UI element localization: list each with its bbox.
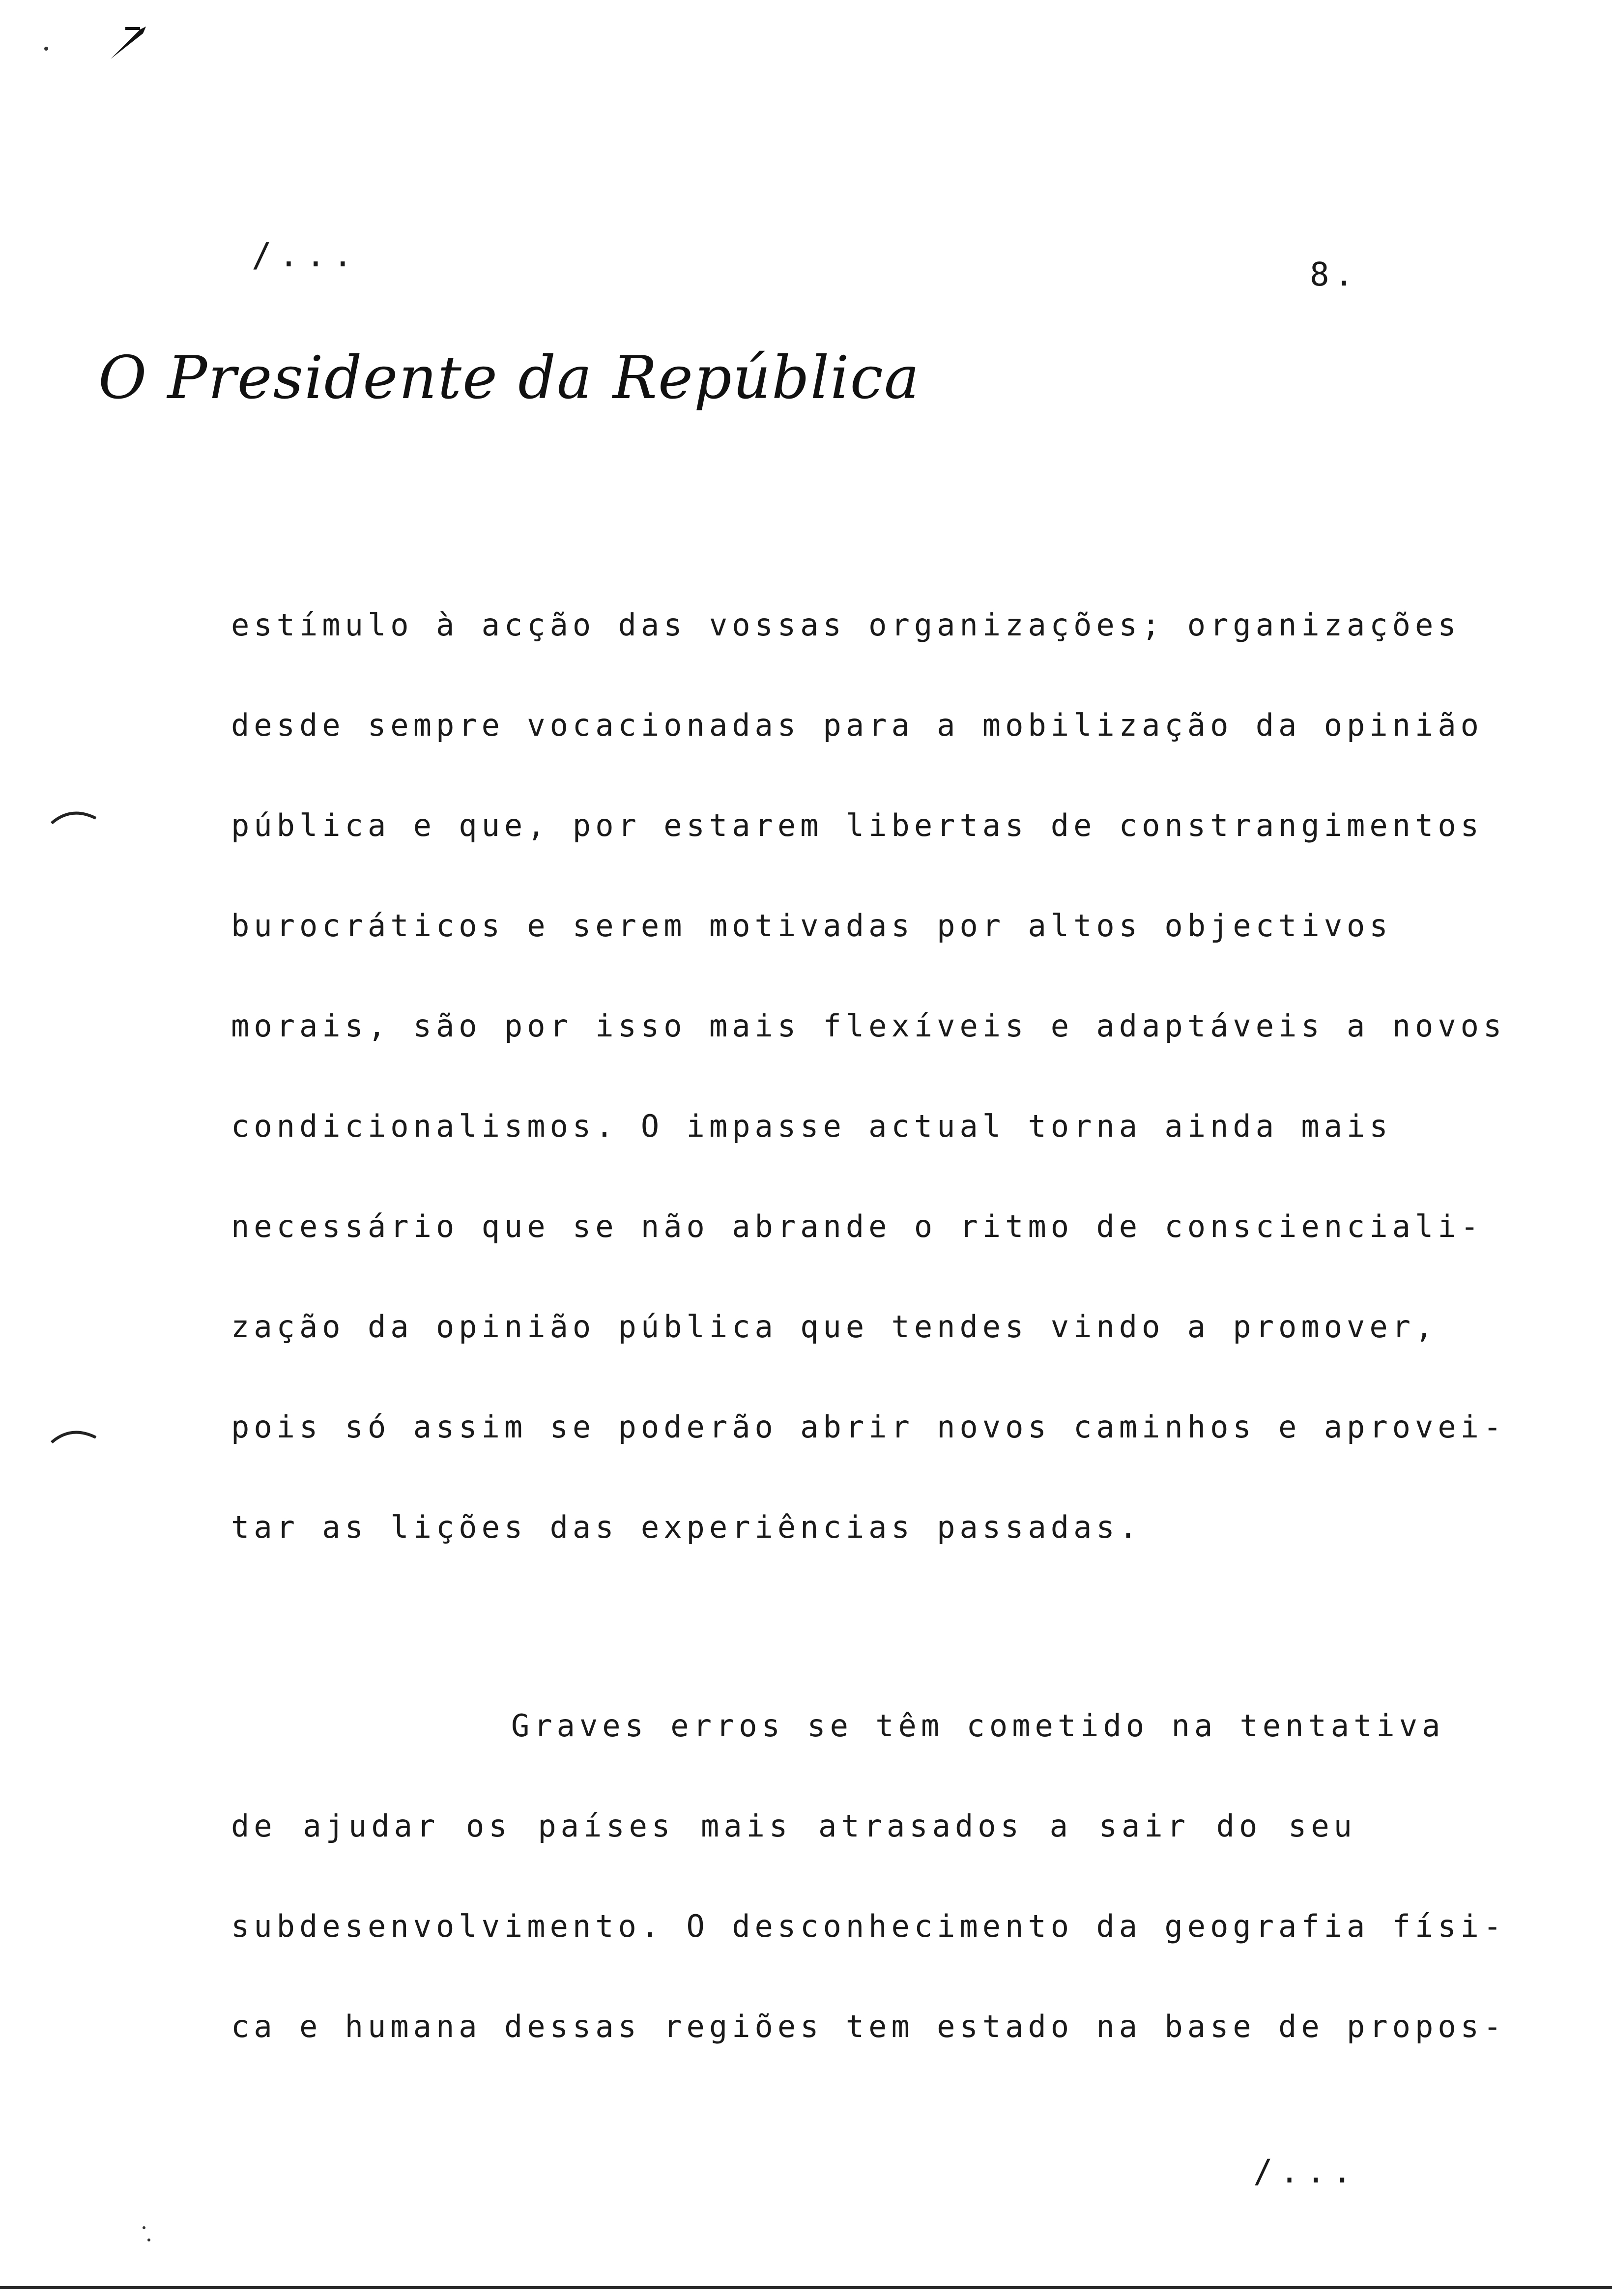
text-line: burocráticos e serem motivadas por altos objectivos (231, 908, 1392, 944)
text-line: tar as lições das experiências passadas. (231, 1509, 1142, 1545)
punch-hole-mark-lower (49, 1425, 98, 1445)
paragraph-1 (231, 575, 1506, 1578)
text-line: pois só assim se poderão abrir novos caminhos e aprovei- (231, 1409, 1506, 1445)
pen-mark (106, 20, 150, 64)
text-line: Graves erros se têm cometido na tentativa (511, 1708, 1445, 1744)
punch-hole-mark-upper (49, 806, 98, 826)
scan-edge-line (0, 2286, 1612, 2289)
scan-speck (147, 2239, 150, 2241)
text-line: pública e que, por estarem libertas de constrangimentos (231, 807, 1483, 843)
text-line: estímulo à acção das vossas organizações; organizações (231, 607, 1461, 643)
scan-speck (143, 2226, 145, 2229)
text-line: zação da opinião pública que tendes vindo a promover, (231, 1309, 1438, 1345)
text-line: desde sempre vocacionadas para a mobilização da opinião (231, 707, 1483, 743)
scan-speck (44, 47, 48, 51)
text-line: condicionalismos. O impasse actual torna ainda mais (231, 1108, 1392, 1144)
text-line: ca e humana dessas regiões tem estado na base de propos- (231, 2009, 1506, 2044)
continued-marker-top: /... (252, 236, 360, 275)
continued-marker-bottom: /... (1253, 2152, 1359, 2190)
page-number: 8. (1310, 256, 1359, 293)
text-line: de ajudar os países mais atrasados a sair do seu (231, 1808, 1356, 1844)
text-line: subdesenvolvimento. O desconhecimento da geografia físi- (231, 1908, 1506, 1944)
text-line: morais, são por isso mais flexíveis e adaptáveis a novos (231, 1008, 1506, 1044)
letterhead-title: O Presidente da República (98, 344, 921, 412)
paragraph-2 (231, 1676, 1506, 2077)
text-line: necessário que se não abrande o ritmo de conscienciali- (231, 1208, 1483, 1244)
